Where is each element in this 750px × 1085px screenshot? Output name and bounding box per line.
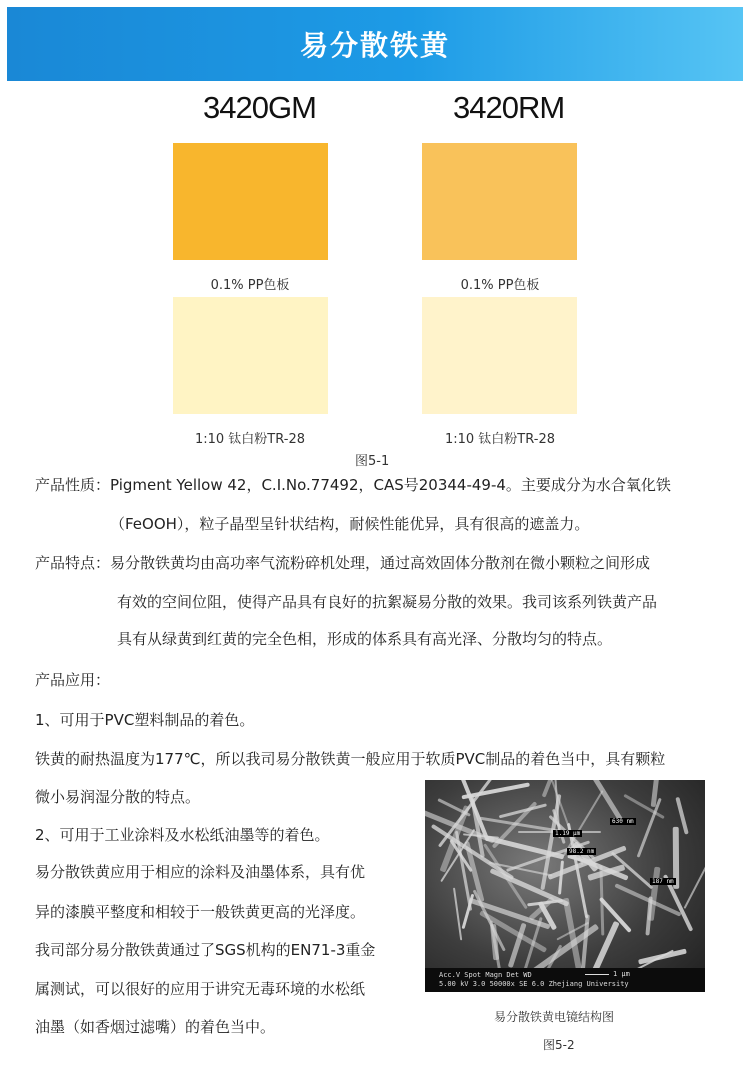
application-2-line-1: 易分散铁黄应用于相应的涂料及油墨体系，具有优	[35, 863, 366, 881]
properties-label: 产品性质：	[35, 476, 111, 494]
sem-crystal-needle	[453, 888, 462, 941]
title-banner	[7, 7, 743, 81]
sem-scale-label-4: 187 nm	[652, 878, 674, 885]
product-code-rm: 3420RM	[453, 90, 565, 125]
application-2-line-4: 属测试，可以很好的应用于讲究无毒环境的水松纸	[35, 980, 366, 998]
sem-crystal-needle	[638, 949, 687, 965]
features-line-3: 具有从绿黄到红黄的完全色相，形成的体系具有高光泽、分散均匀的特点。	[117, 630, 613, 648]
product-code-gm: 3420GM	[203, 90, 316, 125]
features-label: 产品特点：	[35, 554, 111, 572]
sem-scale-bar-label: 1 μm	[613, 970, 630, 978]
caption-rm-tio2: 1:10 钛白粉TR-28	[444, 432, 555, 447]
swatch-gm-tio2	[173, 297, 328, 414]
application-2-line-3: 我司部分易分散铁黄通过了SGS机构的EN71-3重金	[35, 941, 376, 959]
sem-caption: 易分散铁黄电镜结构图	[494, 1010, 615, 1024]
application-1-title: 1、可用于PVC塑料制品的着色。	[35, 711, 255, 729]
sem-scale-bar	[585, 974, 609, 975]
application-2-line-5: 油墨（如香烟过滤嘴）的着色当中。	[35, 1018, 276, 1036]
features-line-2: 有效的空间位阻，使得产品具有良好的抗絮凝易分散的效果。我司该系列铁黄产品	[117, 593, 658, 611]
sem-crystal-needle	[483, 843, 528, 909]
swatch-rm-pp	[422, 143, 577, 260]
properties-line-1	[35, 474, 671, 495]
sem-info-bar	[425, 968, 705, 992]
features-line-1	[35, 552, 650, 573]
sem-micrograph	[425, 780, 705, 992]
properties-text-1: Pigment Yellow 42，C.I.No.77492，CAS号20344-49-4。主要成分为水合氧化铁	[110, 476, 671, 494]
features-text-1: 易分散铁黄均由高功率气流粉碎机处理，通过高效固体分散剂在微小颗粒之间形成	[110, 554, 651, 572]
application-1-line-1: 铁黄的耐热温度为177℃，所以我司易分散铁黄一般应用于软质PVC制品的着色当中，具有颗粒	[35, 750, 666, 768]
sem-info-line-1: Acc.V Spot Magn Det WD	[439, 971, 532, 979]
sem-crystal-needle	[683, 854, 705, 909]
caption-gm-tio2: 1:10 钛白粉TR-28	[194, 432, 305, 447]
caption-rm-pp: 0.1% PP色板	[460, 278, 540, 293]
sem-crystal-needle	[558, 860, 564, 894]
applications-label: 产品应用：	[35, 671, 111, 689]
sem-info-line-2: 5.00 kV 3.0 50000x SE 6.0 Zhejiang University	[439, 980, 629, 988]
sem-crystal-needle	[577, 780, 624, 823]
figure-label-5-1: 图5-1	[355, 454, 390, 469]
page-title: 易分散铁黄	[299, 29, 450, 62]
sem-scale-label-3: 98.2 nm	[569, 848, 595, 855]
properties-line-2: （FeOOH），粒子晶型呈针状结构，耐候性能优异，具有很高的遮盖力。	[110, 515, 590, 533]
application-1-line-2: 微小易润湿分散的特点。	[35, 788, 201, 806]
swatch-gm-pp	[173, 143, 328, 260]
swatch-rm-tio2	[422, 297, 577, 414]
application-2-title: 2、可用于工业涂料及水松纸油墨等的着色。	[35, 826, 330, 844]
caption-gm-pp: 0.1% PP色板	[210, 278, 290, 293]
figure-label-5-2: 图5-2	[543, 1038, 575, 1052]
application-2-line-2: 异的漆膜平整度和相较于一般铁黄更高的光泽度。	[35, 903, 366, 921]
sem-scale-label-2: 630 nm	[612, 818, 634, 825]
sem-scale-label-1: 1.19 μm	[555, 830, 581, 837]
